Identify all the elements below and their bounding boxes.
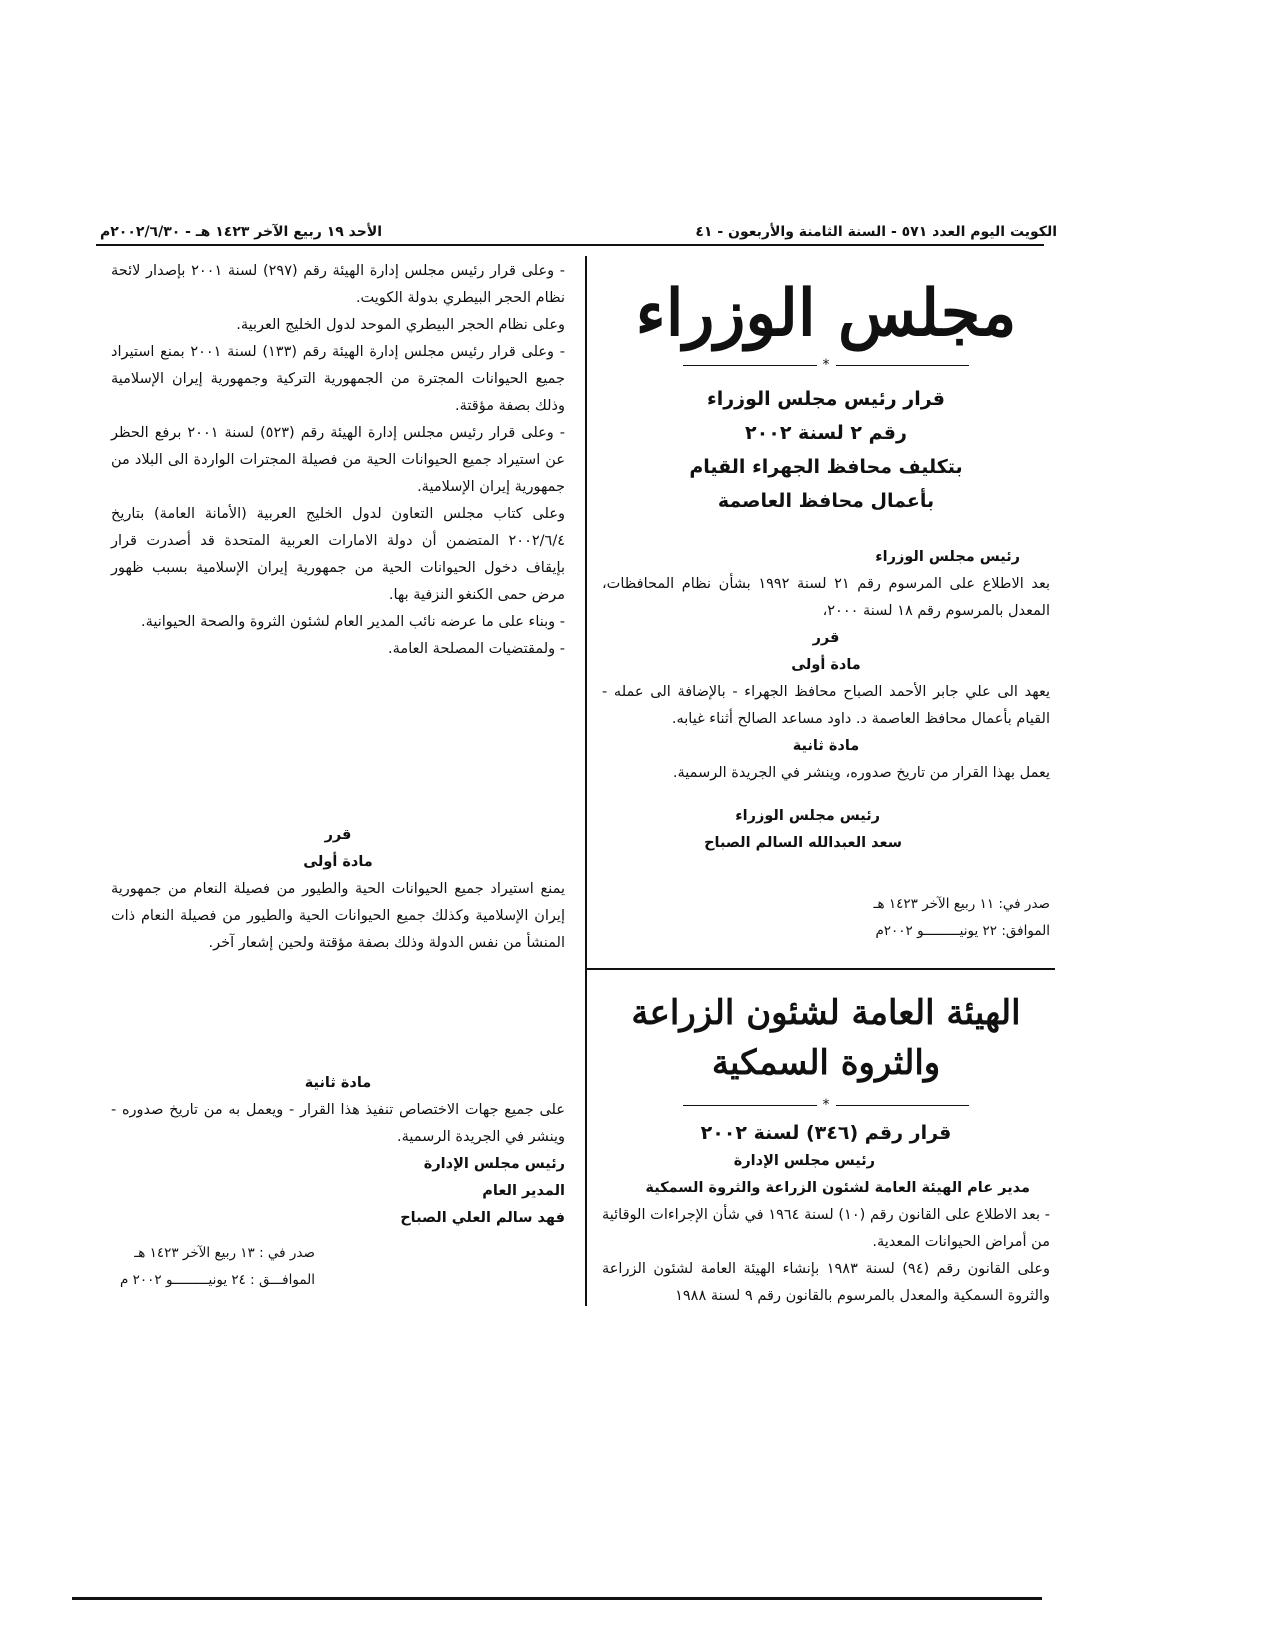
header-date: الأحد ١٩ ربيع الآخر ١٤٢٣ هـ - ٢٠٠٢/٦/٣٠م bbox=[100, 224, 383, 240]
article-title: مادة أولى bbox=[303, 854, 373, 870]
preamble-para: - وعلى قرار رئيس مجلس إدارة الهيئة رقم (٢٩٧) لسنة ٢٠٠١ بإصدار لائحة نظام الحجر البيطري بدولة الكويت. bbox=[111, 263, 565, 306]
column-divider bbox=[585, 256, 587, 1306]
signature-title: رئيس مجلس الإدارة bbox=[423, 1156, 565, 1172]
signature-title: رئيس مجلس الوزراء bbox=[735, 808, 880, 824]
header-rule bbox=[96, 244, 1044, 246]
separator-star: * bbox=[602, 358, 1050, 372]
preamble-para: وعلى كتاب مجلس التعاون لدول الخليج العربية (الأمانة العامة) بتاريخ ٢٠٠٢/٦/٤ المتضمن أن دولة الامارات العربية المتحدة قد أصدرت قرار بإيقاف دخول الحيوانات الحية من جمهورية إيران الإسلامية بسبب ظهور مرض حمى الكنغو النزفية بها. bbox=[111, 506, 565, 603]
decided-heading: قرر bbox=[324, 827, 352, 843]
issuer: رئيس مجلس الإدارة bbox=[733, 1153, 875, 1169]
authority-decision bbox=[111, 822, 565, 957]
article-text: يعهد الى علي جابر الأحمد الصباح محافظ الجهراء - بالإضافة الى عمله - القيام بأعمال محافظ العاصمة د. داود مساعد الصالح أثناء غيابه. bbox=[602, 684, 1050, 727]
authority-decision-end bbox=[111, 1070, 565, 1294]
decision-heading-line: قرار رئيس مجلس الوزراء bbox=[707, 388, 945, 410]
authority-continuation bbox=[111, 258, 565, 663]
decided-heading: قرر bbox=[812, 630, 840, 646]
decision-number: قرار رقم (٣٤٦) لسنة ٢٠٠٢ bbox=[700, 1122, 952, 1144]
decision-heading-line: بتكليف محافظ الجهراء القيام bbox=[689, 456, 963, 478]
footer-rule bbox=[72, 1597, 1042, 1600]
council-section bbox=[602, 262, 1050, 945]
issued-date: صدر في : ١٣ ربيع الآخر ١٤٢٣ هـ bbox=[134, 1245, 315, 1261]
article-text: يمنع استيراد جميع الحيوانات الحية والطيور من فصيلة النعام من جمهورية إيران الإسلامية وكذلك جميع الحيوانات الحية والطيور من فصيلة النعام ذات المنشأ من نفس الدولة وذلك بصفة مؤقتة ولحين إشعار آخر. bbox=[111, 881, 565, 951]
article-text: على جميع جهات الاختصاص تنفيذ هذا القرار - ويعمل به من تاريخ صدوره - وينشر في الجريدة الرسمية. bbox=[111, 1102, 565, 1145]
preamble-para: - وعلى قرار رئيس مجلس إدارة الهيئة رقم (٥٢٣) لسنة ٢٠٠١ برفع الحظر عن استيراد جميع الحيوانات الحية من فصيلة المجترات الواردة الى البلاد من جمهورية إيران الإسلامية. bbox=[111, 425, 565, 495]
preamble-para: - وعلى قرار رئيس مجلس إدارة الهيئة رقم (١٣٣) لسنة ٢٠٠١ بمنع استيراد جميع الحيوانات المجترة من الجمهورية التركية وجمهورية إيران الإسلامية وذلك بصفة مؤقتة. bbox=[111, 344, 565, 414]
council-title: مجلس الوزراء bbox=[635, 276, 1017, 351]
signature-title: المدير العام bbox=[482, 1183, 565, 1199]
preamble: بعد الاطلاع على المرسوم رقم ٢١ لسنة ١٩٩٢ بشأن نظام المحافظات، المعدل بالمرسوم رقم ١٨ لسنة ٢٠٠٠، bbox=[602, 576, 1050, 619]
article-title: مادة ثانية bbox=[792, 738, 860, 754]
header-issue-info: الكويت اليوم العدد ٥٧١ - السنة الثامنة والأربعون - ٤١ bbox=[695, 224, 1057, 240]
decision-heading bbox=[602, 382, 1050, 518]
preamble-para: - وبناء على ما عرضه نائب المدير العام لشئون الثروة والصحة الحيوانية. bbox=[140, 614, 565, 630]
issued-date: صدر في: ١١ ربيع الآخر ١٤٢٣ هـ bbox=[873, 896, 1050, 912]
preamble-para: - ولمقتضيات المصلحة العامة. bbox=[388, 641, 565, 657]
corresponding-date: الموافـــق : ٢٤ يونيـــــــــو ٢٠٠٢ م bbox=[119, 1272, 315, 1288]
article-title: مادة أولى bbox=[791, 657, 861, 673]
preamble-para: وعلى القانون رقم (٩٤) لسنة ١٩٨٣ بإنشاء الهيئة العامة لشئون الزراعة والثروة السمكية والمعدل بالمرسوم بالقانون رقم ٩ لسنة ١٩٨٨ bbox=[602, 1261, 1050, 1304]
preamble-para: - بعد الاطلاع على القانون رقم (١٠) لسنة ١٩٦٤ في شأن الإجراءات الوقائية من أمراض الحيوانات المعدية. bbox=[602, 1207, 1051, 1250]
section-rule bbox=[585, 968, 1055, 970]
issuer: رئيس مجلس الوزراء bbox=[875, 549, 1020, 565]
signature-name: سعد العبدالله السالم الصباح bbox=[704, 835, 902, 851]
signature-name: فهد سالم العلي الصباح bbox=[400, 1210, 565, 1226]
decision-heading-line: رقم ٢ لسنة ٢٠٠٢ bbox=[745, 422, 907, 444]
separator-star: * bbox=[602, 1098, 1050, 1112]
issuer: مدير عام الهيئة العامة لشئون الزراعة والثروة السمكية bbox=[645, 1180, 1030, 1196]
corresponding-date: الموافق: ٢٢ يونيـــــــــو ٢٠٠٢م bbox=[875, 923, 1050, 939]
authority-section bbox=[602, 980, 1050, 1310]
article-text: يعمل بهذا القرار من تاريخ صدوره، وينشر في الجريدة الرسمية. bbox=[672, 765, 1050, 781]
decision-heading-line: بأعمال محافظ العاصمة bbox=[717, 490, 935, 512]
authority-title: الهيئة العامة لشئون الزراعة والثروة السمكية bbox=[631, 993, 1021, 1083]
article-title: مادة ثانية bbox=[304, 1075, 372, 1091]
preamble-para: وعلى نظام الحجر البيطري الموحد لدول الخليج العربية. bbox=[236, 317, 565, 333]
